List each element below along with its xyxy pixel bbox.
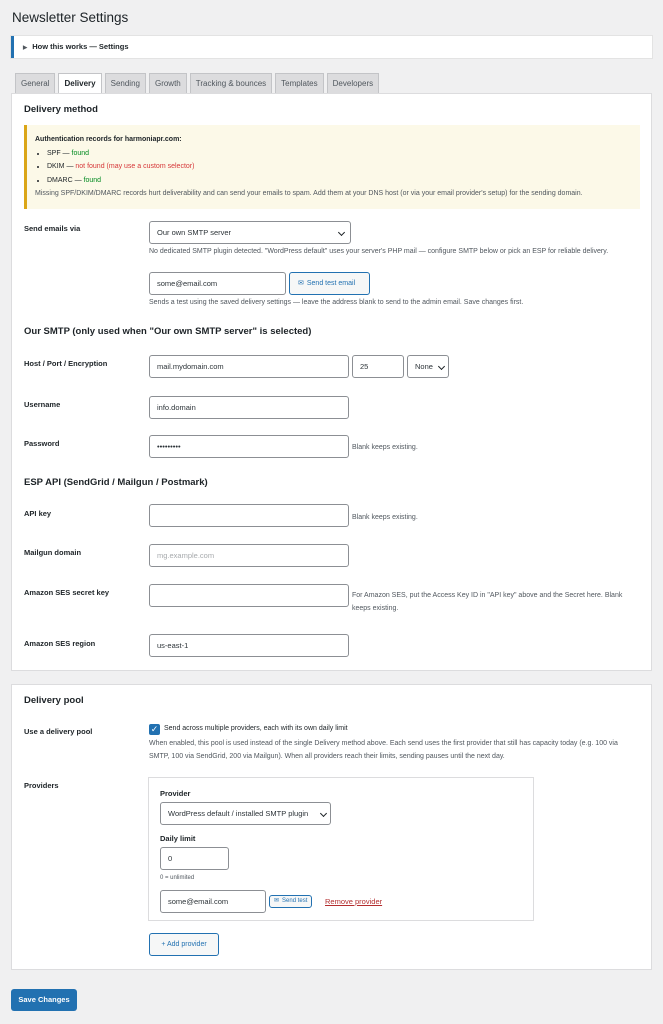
smtp-username-input[interactable]: info.domain xyxy=(149,396,349,419)
daily-limit-help: 0 = unlimited xyxy=(160,875,195,881)
api-key-input[interactable] xyxy=(149,504,349,527)
notice-footer: Missing SPF/DKIM/DMARC records hurt deliverability and can send your emails to spam. Add them at your DNS host (or via your email provider's setup) for the sending domain. xyxy=(35,190,583,197)
chevron-down-icon xyxy=(438,363,445,370)
smtp-host-input[interactable]: mail.mydomain.com xyxy=(149,355,349,378)
provider-test-email-input[interactable]: some@email.com xyxy=(160,890,266,913)
ses-secret-help: For Amazon SES, put the Access Key ID in "API key" above and the Secret here. Blank keeps existing. xyxy=(352,592,623,612)
smtp-port-input[interactable]: 25 xyxy=(352,355,404,378)
ses-secret-input[interactable] xyxy=(149,584,349,607)
tab-developers[interactable]: Developers xyxy=(327,73,379,93)
send-via-help: No dedicated SMTP plugin detected. "WordPress default" uses your server's PHP mail — configure SMTP below or pick an ESP for reliable delivery. xyxy=(149,248,609,255)
send-test-email-button[interactable]: ✉ Send test email xyxy=(289,272,370,295)
host-port-encryption-label: Host / Port / Encryption xyxy=(24,359,108,368)
providers-label: Providers xyxy=(24,781,59,790)
envelope-icon: ✉ xyxy=(274,898,280,904)
tab-growth[interactable]: Growth xyxy=(149,73,187,93)
save-changes-button[interactable]: Save Changes xyxy=(11,989,77,1011)
send-via-select[interactable]: Our own SMTP server xyxy=(149,221,351,244)
how-this-works-toggle[interactable] xyxy=(11,36,652,58)
tab-tracking-bounces[interactable]: Tracking & bounces xyxy=(190,73,272,93)
use-pool-checkbox[interactable]: ✓ xyxy=(150,724,159,734)
delivery-method-heading: Delivery method xyxy=(24,104,98,115)
dmarc-record: • DMARC — found xyxy=(47,174,632,188)
dkim-status: not found (may use a custom selector) xyxy=(75,163,195,170)
smtp-encryption-select[interactable]: None xyxy=(407,355,449,378)
delivery-pool-heading: Delivery pool xyxy=(24,695,84,706)
smtp-heading: Our SMTP (only used when "Our own SMTP server" is selected) xyxy=(24,326,312,337)
daily-limit-input[interactable]: 0 xyxy=(160,847,229,870)
caret-right-icon: ▶ xyxy=(23,45,28,51)
provider-select[interactable]: WordPress default / installed SMTP plugin xyxy=(160,802,331,825)
envelope-icon: ✉ xyxy=(298,280,304,287)
smtp-password-input[interactable]: ••••••••• xyxy=(149,435,349,458)
send-via-label: Send emails via xyxy=(24,224,81,233)
chevron-down-icon xyxy=(338,229,345,236)
dkim-record: • DKIM — not found (may use a custom selector) xyxy=(47,160,632,174)
how-this-works-label: How this works — Settings xyxy=(32,42,129,51)
provider-send-test-button[interactable]: ✉ Send test xyxy=(269,895,312,908)
tab-delivery[interactable]: Delivery xyxy=(58,73,101,94)
provider-row xyxy=(148,777,534,921)
remove-provider-link[interactable]: Remove provider xyxy=(325,897,383,906)
provider-label: Provider xyxy=(160,789,191,798)
settings-tabs xyxy=(15,73,379,94)
ses-region-label: Amazon SES region xyxy=(24,639,96,648)
delivery-card xyxy=(11,93,652,671)
esp-heading: ESP API (SendGrid / Mailgun / Postmark) xyxy=(24,477,208,488)
spf-record: • SPF — found xyxy=(47,147,632,161)
dmarc-status: found xyxy=(83,176,102,184)
api-key-help: Blank keeps existing. xyxy=(352,514,418,521)
use-pool-help: When enabled, this pool is used instead of the single Delivery method above. Each send uses the first provider that still has capacity today (e.g. 100 via SMTP, 100 via SendGrid, 200 via Mailgun). When all providers reach their limits, sending pauses until the next day. xyxy=(149,740,618,760)
api-key-label: API key xyxy=(24,509,52,518)
password-label: Password xyxy=(24,439,60,448)
test-email-help: Sends a test using the saved delivery settings — leave the address blank to send to the admin email. Save changes first. xyxy=(149,299,524,306)
page-title: Newsletter Settings xyxy=(12,10,129,25)
password-help: Blank keeps existing. xyxy=(352,444,418,451)
daily-limit-label: Daily limit xyxy=(160,834,196,843)
tab-templates[interactable]: Templates xyxy=(275,73,323,93)
tab-general[interactable]: General xyxy=(15,73,55,93)
username-label: Username xyxy=(24,400,61,409)
use-pool-checkbox-label[interactable]: Send across multiple providers, each with its own daily limit xyxy=(164,725,348,732)
mailgun-domain-label: Mailgun domain xyxy=(24,548,82,557)
mailgun-domain-input[interactable]: mg.example.com xyxy=(149,544,349,567)
delivery-pool-card xyxy=(11,684,652,970)
auth-records-list xyxy=(35,147,632,188)
use-pool-label: Use a delivery pool xyxy=(24,727,93,736)
spf-status: found xyxy=(71,149,90,157)
notice-title: Authentication records for harmoniapr.com: xyxy=(35,136,182,143)
auth-records-notice xyxy=(24,125,640,209)
add-provider-button[interactable]: + Add provider xyxy=(149,933,219,956)
chevron-down-icon xyxy=(320,810,327,817)
ses-secret-label: Amazon SES secret key xyxy=(24,588,110,597)
ses-region-input[interactable]: us-east-1 xyxy=(149,634,349,657)
tab-sending[interactable]: Sending xyxy=(105,73,146,93)
test-email-input[interactable]: some@email.com xyxy=(149,272,286,295)
